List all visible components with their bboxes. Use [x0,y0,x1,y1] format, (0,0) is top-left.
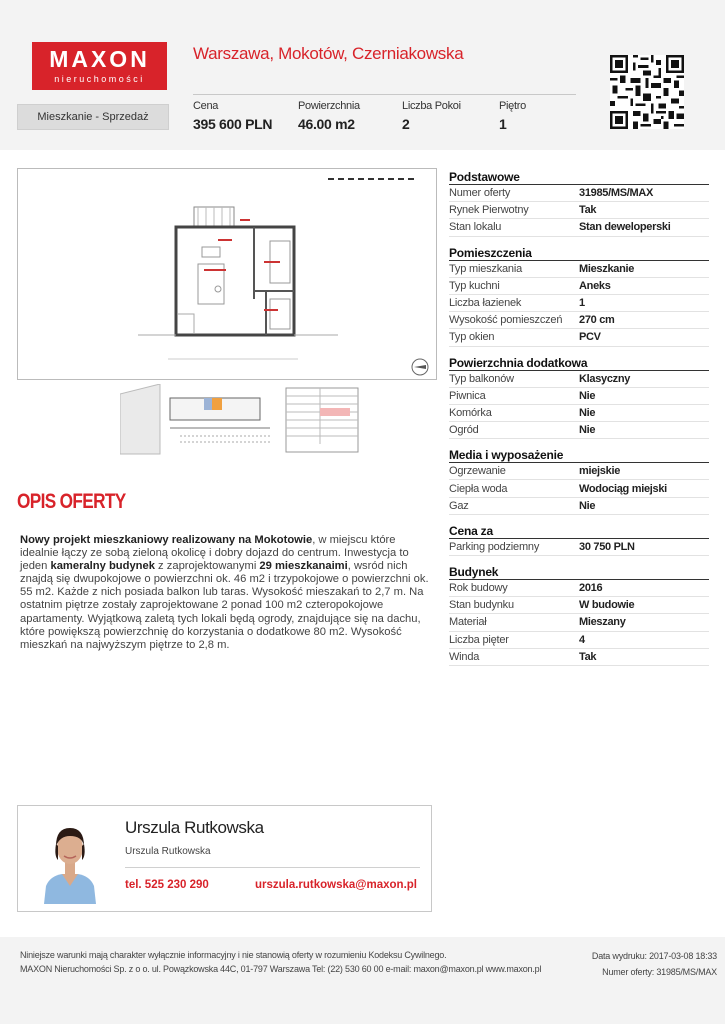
detail-row [449,632,709,649]
detail-row [449,405,709,422]
detail-key: Stan lokalu [449,221,502,234]
footer [0,937,725,1024]
section-gap [449,439,709,446]
detail-row [449,371,709,388]
detail-row [449,261,709,278]
detail-key: Materiał [449,616,487,629]
detail-key: Wysokość pomieszczeń [449,314,563,327]
detail-key: Liczba łazienek [449,297,522,310]
detail-row [449,498,709,515]
stat-label: Piętro [499,100,526,112]
stat-label: Liczba Pokoi [402,100,461,112]
agent-phone-link[interactable]: tel. 525 230 290 [125,879,209,891]
qr-code-icon[interactable] [610,55,684,129]
detail-row [449,649,709,666]
detail-value: miejskie [579,465,621,478]
detail-value: 31985/MS/MAX [579,187,654,200]
detail-value: PCV [579,331,601,344]
section-title: Powierzchnia dodatkowa [449,354,709,371]
detail-value: Stan deweloperski [579,221,671,234]
detail-row [449,480,709,497]
footer-offer-number: Numer oferty: 31985/MS/MAX [602,967,717,977]
agent-name: Urszula Rutkowska [125,818,264,837]
disclaimer-line: Niniejsze warunki mają charakter wyłącznie informacyjny i nie stanowią oferty w rozumieniu Kodeksu Cywilnego. [20,950,447,960]
section-title: Cena za [449,522,709,539]
company-info-line: MAXON Nieruchomości Sp. z o o. ul. Powązkowska 44C, 01-797 Warszawa Tel: (22) 530 60 00 e-mail: maxon@maxon.pl www.maxon.pl [20,964,542,974]
details-sidebar [449,168,709,673]
detail-row [449,580,709,597]
detail-key: Piwnica [449,389,486,402]
site-plan-drawing [120,384,364,456]
detail-row [449,597,709,614]
detail-row [449,219,709,236]
detail-value: Nie [579,389,596,402]
detail-row [449,463,709,480]
stat-floor [499,100,526,132]
detail-row [449,295,709,312]
logo-text: MAXON [49,46,150,72]
detail-key: Stan budynku [449,599,514,612]
site-plan-image[interactable] [120,384,364,456]
print-date: Data wydruku: 2017-03-08 18:33 [591,951,717,961]
floor-plan-image[interactable] [17,168,437,380]
stat-label: Cena [193,100,219,112]
detail-row [449,202,709,219]
detail-row [449,388,709,405]
detail-key: Rynek Pierwotny [449,204,529,217]
detail-value: 270 cm [579,314,615,327]
detail-value: Aneks [579,279,611,292]
detail-row [449,185,709,202]
detail-key: Ciepła woda [449,482,508,495]
detail-row [449,278,709,295]
detail-key: Numer oferty [449,187,511,200]
detail-value: Nie [579,406,596,419]
detail-key: Typ kuchni [449,279,500,292]
stat-area [298,100,360,132]
detail-value: Mieszany [579,616,626,629]
divider [125,867,420,868]
desc-text: , wsród nich znajdą się dwupokojowe o powierzchni ok. 46 m2 i trzypokojowe o powierzchni ok. 55 m2. Każde z nich posiada balkon lub taras. Wysokość mieszakań to 2,7 m. Na ostatnim piętrze zostały zaprojektowane 2 ponad 100 m2 czteropokojowe apartamenty. Wyjątkową zaletą tych lokali będą ogrody, znajdujące się na dachu, które powiększą powierzchnię do korzystania o dodatkowe 80 m2. Wysokość mieszkań na najwyższym piętrze to 2,8 m. [20,560,429,651]
floor-plan-drawing [18,169,438,381]
detail-key: Typ mieszkania [449,262,523,275]
section-title: Podstawowe [449,168,709,185]
maxon-logo[interactable] [32,42,167,90]
divider [193,94,576,95]
section-title: Media i wyposażenie [449,446,709,463]
detail-value: 30 750 PLN [579,540,635,553]
stat-rooms [402,100,461,132]
stat-value: 395 600 PLN [193,116,273,132]
desc-bold: kameralny budynek [50,560,155,573]
stat-value: 1 [499,116,507,132]
header [0,0,725,150]
detail-key: Parking podziemny [449,540,540,553]
detail-key: Ogrzewanie [449,465,506,478]
detail-key: Gaz [449,499,469,512]
agent-card [17,805,432,912]
desc-bold: 29 mieszkanaimi [259,560,348,573]
detail-value: Wodociąg miejski [579,482,667,495]
detail-row [449,614,709,631]
logo-subtext: nieruchomości [54,74,145,84]
agent-subname: Urszula Rutkowska [125,846,211,857]
offer-description-title: OPIS OFERTY [17,490,126,513]
stat-price [193,100,272,132]
detail-value: 4 [579,633,585,646]
detail-key: Winda [449,650,480,663]
desc-text: , w miejscu które idealnie łączy ze sobą zieloną okolicę i dobry dojazd do centrum. Inwestycja to jeden [20,534,409,573]
detail-row [449,539,709,556]
detail-key: Liczba pięter [449,633,509,646]
stat-label: Powierzchnia [298,100,360,112]
section-gap [449,666,709,673]
footer-disclaimer [20,948,541,976]
location-title: Warszawa, Mokotów, Czerniakowska [193,44,464,63]
detail-key: Typ okien [449,331,495,344]
detail-value: Nie [579,424,596,437]
detail-key: Rok budowy [449,582,508,595]
agent-email-link[interactable]: urszula.rutkowska@maxon.pl [254,879,417,891]
section-title: Budynek [449,563,709,580]
detail-value: 1 [579,297,585,310]
detail-key: Typ balkonów [449,372,514,385]
stat-value: 2 [402,116,410,132]
detail-row [449,312,709,329]
detail-value: Tak [579,650,597,663]
detail-value: Nie [579,499,596,512]
section-gap [449,237,709,244]
detail-row [449,329,709,346]
listing-type-badge: Mieszkanie - Sprzedaż [17,104,169,130]
detail-value: Tak [579,204,597,217]
section-gap [449,347,709,354]
offer-description [20,534,430,652]
detail-row [449,422,709,439]
footer-meta [592,948,717,980]
desc-bold: Nowy projekt mieszkaniowy realizowany na Mokotowie [20,534,313,546]
desc-text: z zaprojektowanymi [154,560,260,573]
agent-avatar [40,816,100,904]
detail-key: Ogród [449,424,479,437]
stat-value: 46.00 m2 [298,116,355,132]
section-gap [449,515,709,522]
detail-key: Komórka [449,406,492,419]
section-title: Pomieszczenia [449,244,709,261]
section-gap [449,556,709,563]
detail-value: W budowie [579,599,635,612]
detail-value: Klasyczny [579,372,631,385]
detail-value: Mieszkanie [579,262,635,275]
detail-value: 2016 [579,582,603,595]
